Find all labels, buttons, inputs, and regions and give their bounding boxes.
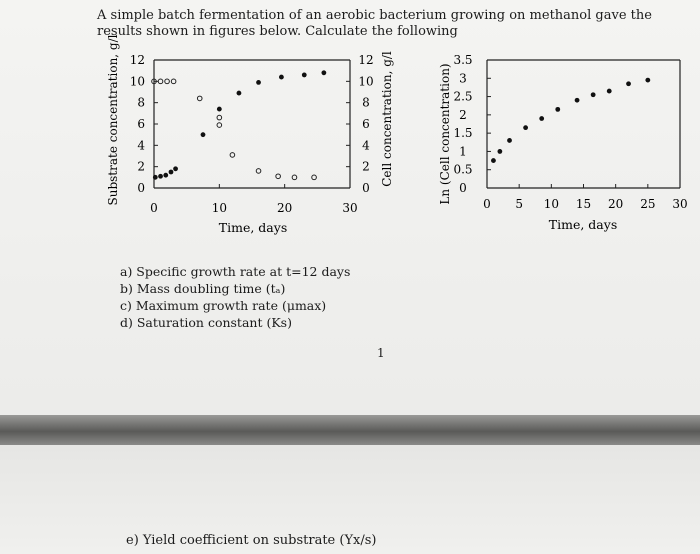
chart1-x-tick-label: 30 — [342, 201, 358, 215]
chart1-right-tick-label: 4 — [362, 138, 370, 153]
chart2-y-tick-label: 0 — [459, 181, 467, 195]
chart2-data-point — [591, 92, 596, 97]
chart1-right-ylabel: Cell concentration, g/l — [380, 51, 394, 187]
chart1-right-tick-label: 12 — [358, 53, 374, 67]
chart1-left-tick-label: 0 — [137, 181, 145, 195]
chart2-y-tick-label: 3.5 — [453, 53, 473, 67]
chart2-tick-labels — [453, 53, 687, 211]
chart2-x-tick-label: 20 — [608, 197, 624, 211]
chart2-data-point — [626, 81, 631, 86]
stray-mark: 1 — [377, 346, 385, 360]
chart2-data-point — [523, 125, 528, 130]
chart1-left-ylabel: Substrate concentration, g/l — [106, 34, 120, 206]
chart1-xlabel: Time, days — [218, 220, 288, 235]
chart2-data-point — [539, 116, 544, 121]
chart2-x-tick-label: 15 — [575, 197, 592, 211]
ln-cell-chart — [0, 0, 700, 260]
chart2-data-point — [497, 149, 502, 154]
chart1-x-tick-label: 10 — [211, 201, 227, 215]
chart2-ylabel: Ln (Cell concentration) — [438, 63, 452, 205]
chart1-x-tick-label: 20 — [277, 201, 293, 215]
chart2-y-tick-label: 2 — [459, 107, 467, 122]
chart1-x-tick-label: 0 — [150, 201, 158, 215]
chart2-x-tick-label: 10 — [543, 197, 559, 211]
chart1-left-tick-label: 2 — [137, 159, 145, 174]
chart2-y-tick-label: 1.5 — [453, 126, 473, 141]
chart1-right-tick-label: 6 — [362, 117, 370, 131]
chart1-left-tick-label: 10 — [129, 74, 145, 89]
chart2-x-tick-label: 5 — [515, 197, 523, 211]
problem-intro-text: A simple batch fermentation of an aerobic bacterium growing on methanol gave the results shown in figures below. Calculate the following — [97, 8, 652, 39]
question-list — [120, 263, 350, 331]
chart1-right-tick-label: 0 — [362, 181, 370, 195]
chart2-x-tick-label: 25 — [640, 197, 656, 211]
chart2-data-point — [555, 107, 560, 112]
chart2-data-points — [491, 78, 650, 163]
chart2-x-tick-label: 0 — [483, 197, 491, 211]
chart1-right-tick-label: 10 — [358, 74, 374, 89]
chart1-right-tick-label: 8 — [362, 95, 370, 110]
chart2-y-tick-label: 0.5 — [453, 162, 473, 177]
chart2-data-point — [575, 98, 580, 103]
chart1-left-tick-label: 6 — [137, 117, 145, 131]
screen-divider-band — [0, 415, 700, 445]
chart2-data-point — [645, 78, 650, 83]
chart2-y-tick-label: 1 — [459, 144, 467, 159]
chart2-data-point — [491, 158, 496, 163]
chart1-left-tick-label: 12 — [129, 53, 145, 67]
question-b: b) Mass doubling time (tₐ) — [120, 281, 286, 296]
chart1-left-tick-label: 4 — [137, 138, 145, 153]
chart2-y-tick-label: 3 — [459, 71, 467, 86]
chart1-left-tick-label: 8 — [137, 95, 145, 110]
question-c: c) Maximum growth rate (μmax) — [120, 298, 327, 313]
chart2-data-point — [507, 138, 512, 143]
question-d: d) Saturation constant (Ks) — [120, 315, 292, 330]
chart2-x-tick-label: 30 — [672, 197, 688, 211]
chart2-xlabel: Time, days — [548, 217, 618, 232]
chart2-data-point — [607, 89, 612, 94]
chart2-axes — [487, 60, 680, 188]
question-e: e) Yield coefficient on substrate (Yx/s) — [126, 533, 377, 548]
chart2-y-tick-label: 2.5 — [453, 89, 473, 104]
question-a: a) Specific growth rate at t=12 days — [120, 264, 351, 279]
chart1-right-tick-label: 2 — [362, 159, 370, 174]
